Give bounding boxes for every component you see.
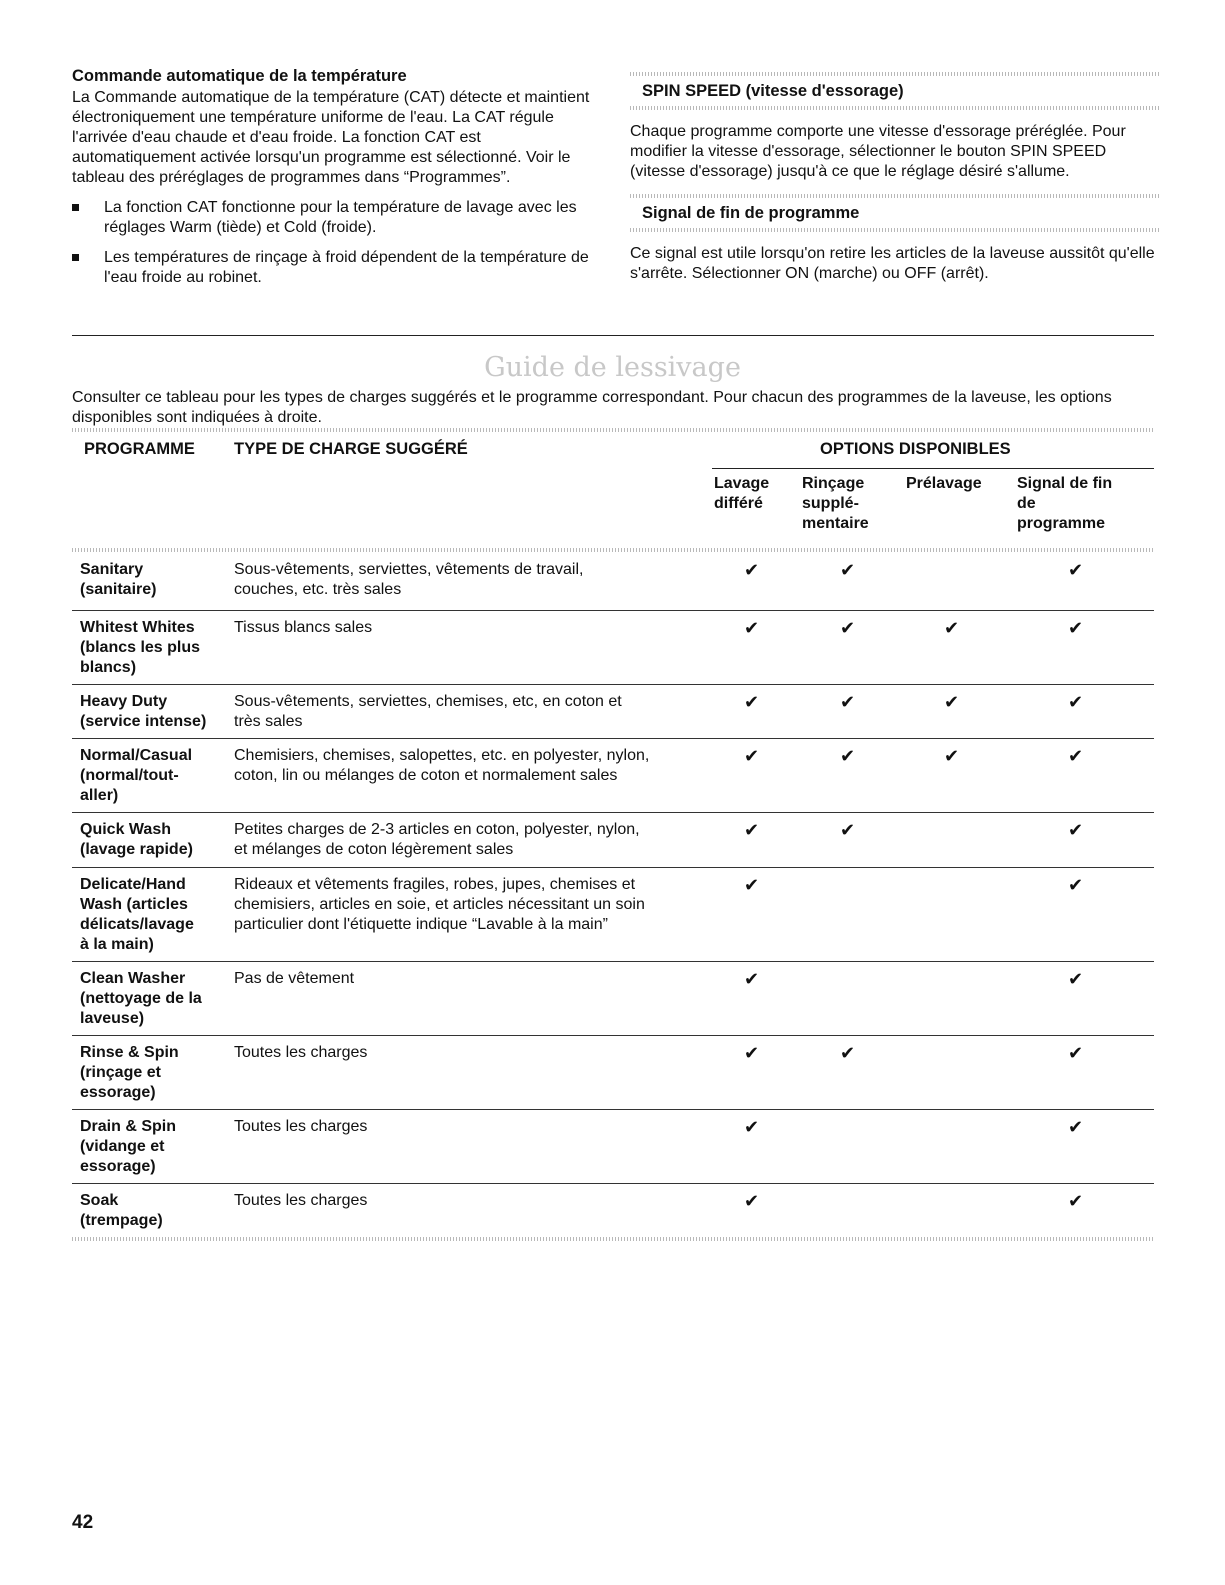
spin-speed-title: SPIN SPEED (vitesse d'essorage) (642, 82, 904, 100)
program-name: Drain & Spin (vidange et essorage) (80, 1118, 177, 1175)
load-type-description: Rideaux et vêtements fragiles, robes, jupes, chemises et chemisiers, articles en soie, et articles nécessitant un soin particulier dont l'étiquette indique “Lavable à la main” (234, 876, 645, 933)
checkmark-icon: ✔ (944, 746, 960, 766)
table-body (72, 552, 1154, 1237)
header-options: OPTIONS DISPONIBLES (820, 440, 1011, 458)
guide-title: Guide de lessivage (484, 352, 741, 383)
cat-section (72, 66, 602, 298)
cat-paragraph: La Commande automatique de la température (CAT) détecte et maintient électroniquement une température uniforme de l'eau. La CAT régule l'arrivée d'eau chaude et d'eau froide. La fonction CAT est automatiquement activée lorsqu'un programme est sélectionné. Voir le tableau des préréglages de programmes dans “Programmes”. (72, 89, 590, 186)
program-name: Heavy Duty (service intense) (80, 693, 207, 730)
table-row (72, 1184, 1154, 1237)
checkmark-icon: ✔ (840, 1043, 856, 1063)
load-type-description: Toutes les charges (234, 1118, 368, 1135)
program-name: Quick Wash (lavage rapide) (80, 821, 193, 858)
load-type-description: Toutes les charges (234, 1192, 368, 1209)
checkmark-icon: ✔ (1068, 1191, 1084, 1211)
cat-bullet-item (72, 198, 602, 238)
program-name: Whitest Whites (blancs les plus blancs) (80, 619, 201, 676)
checkmark-icon: ✔ (1068, 969, 1084, 989)
program-name: Delicate/Hand Wash (articles délicats/lavage à la main) (80, 876, 194, 953)
table-row (72, 868, 1154, 962)
load-type-description: Pas de vêtement (234, 970, 355, 987)
page-number: 42 (72, 1512, 94, 1533)
square-bullet-icon (72, 204, 79, 211)
checkmark-icon: ✔ (1068, 1043, 1084, 1063)
checkmark-icon: ✔ (1068, 1117, 1084, 1137)
checkmark-icon: ✔ (744, 875, 760, 895)
load-type-description: Sous-vêtements, serviettes, vêtements de travail, couches, etc. très sales (234, 561, 584, 598)
option-header: Prélavage (906, 475, 982, 492)
table-row (72, 962, 1154, 1036)
hatch-divider (630, 228, 1160, 232)
cat-title: Commande automatique de la température (72, 67, 407, 85)
load-type-description: Toutes les charges (234, 1044, 368, 1061)
checkmark-icon: ✔ (840, 618, 856, 638)
checkmark-icon: ✔ (744, 1117, 760, 1137)
options-section (630, 72, 1160, 284)
square-bullet-icon (72, 254, 79, 261)
checkmark-icon: ✔ (944, 618, 960, 638)
program-name: Clean Washer (nettoyage de la laveuse) (80, 970, 202, 1027)
checkmark-icon: ✔ (744, 692, 760, 712)
hatch-divider (630, 106, 1160, 110)
end-signal-title: Signal de fin de programme (642, 204, 860, 222)
table-row (72, 1036, 1154, 1110)
checkmark-icon: ✔ (744, 618, 760, 638)
guide-intro: Consulter ce tableau pour les types de charges suggérés et le programme correspondant. Pour chacun des programmes de la laveuse, les options disponibles sont indiquées à droite. (72, 389, 1112, 426)
option-header: Rinçage supplé- mentaire (802, 475, 869, 532)
program-name: Rinse & Spin (rinçage et essorage) (80, 1044, 179, 1101)
checkmark-icon: ✔ (1068, 820, 1084, 840)
header-program: PROGRAMME (84, 440, 195, 458)
option-header: Lavage différé (714, 475, 770, 512)
checkmark-icon: ✔ (744, 746, 760, 766)
checkmark-icon: ✔ (840, 746, 856, 766)
checkmark-icon: ✔ (1068, 618, 1084, 638)
program-name: Normal/Casual (normal/tout- aller) (80, 747, 193, 804)
table-header (72, 432, 1154, 464)
cat-bullet-text: La fonction CAT fonctionne pour la température de lavage avec les réglages Warm (tiède) et Cold (froide). (104, 199, 577, 236)
cat-bullets (72, 198, 602, 288)
checkmark-icon: ✔ (744, 1191, 760, 1211)
option-subheaders (72, 474, 1154, 548)
checkmark-icon: ✔ (840, 820, 856, 840)
table-row (72, 552, 1154, 611)
load-type-description: Petites charges de 2-3 articles en coton, polyester, nylon, et mélanges de coton légèrement sales (234, 821, 640, 858)
spin-speed-text: Chaque programme comporte une vitesse d'essorage préréglée. Pour modifier la vitesse d'essorage, sélectionner le bouton SPIN SPEED (vitesse d'essorage) jusqu'à ce que le réglage désiré s'allume. (630, 123, 1126, 180)
load-type-description: Tissus blancs sales (234, 619, 373, 636)
laundry-guide-table (72, 428, 1154, 1241)
load-type-description: Sous-vêtements, serviettes, chemises, etc, en coton et très sales (234, 693, 622, 730)
section-rule (72, 335, 1154, 336)
checkmark-icon: ✔ (840, 692, 856, 712)
checkmark-icon: ✔ (744, 560, 760, 580)
checkmark-icon: ✔ (744, 1043, 760, 1063)
end-signal-text: Ce signal est utile lorsqu'on retire les articles de la laveuse aussitôt qu'elle s'arrête. Sélectionner ON (marche) ou OFF (arrêt). (630, 245, 1155, 282)
option-header: Signal de fin de programme (1017, 475, 1113, 532)
header-load-type: TYPE DE CHARGE SUGGÉRÉ (234, 440, 468, 458)
cat-bullet-text: Les températures de rinçage à froid dépendent de la température de l'eau froide au robinet. (104, 249, 589, 286)
cat-bullet-item (72, 248, 602, 288)
checkmark-icon: ✔ (744, 969, 760, 989)
checkmark-icon: ✔ (1068, 692, 1084, 712)
checkmark-icon: ✔ (1068, 746, 1084, 766)
checkmark-icon: ✔ (744, 820, 760, 840)
options-rule (712, 468, 1154, 469)
load-type-description: Chemisiers, chemises, salopettes, etc. en polyester, nylon, coton, lin ou mélanges de coton et normalement sales (234, 747, 650, 784)
checkmark-icon: ✔ (1068, 560, 1084, 580)
checkmark-icon: ✔ (944, 692, 960, 712)
table-row (72, 1110, 1154, 1184)
hatch-divider (72, 1237, 1154, 1241)
checkmark-icon: ✔ (1068, 875, 1084, 895)
table-row (72, 813, 1154, 868)
table-row (72, 739, 1154, 813)
program-name: Sanitary (sanitaire) (80, 561, 157, 598)
checkmark-icon: ✔ (840, 560, 856, 580)
program-name: Soak (trempage) (80, 1192, 163, 1229)
table-row (72, 685, 1154, 739)
table-row (72, 611, 1154, 685)
